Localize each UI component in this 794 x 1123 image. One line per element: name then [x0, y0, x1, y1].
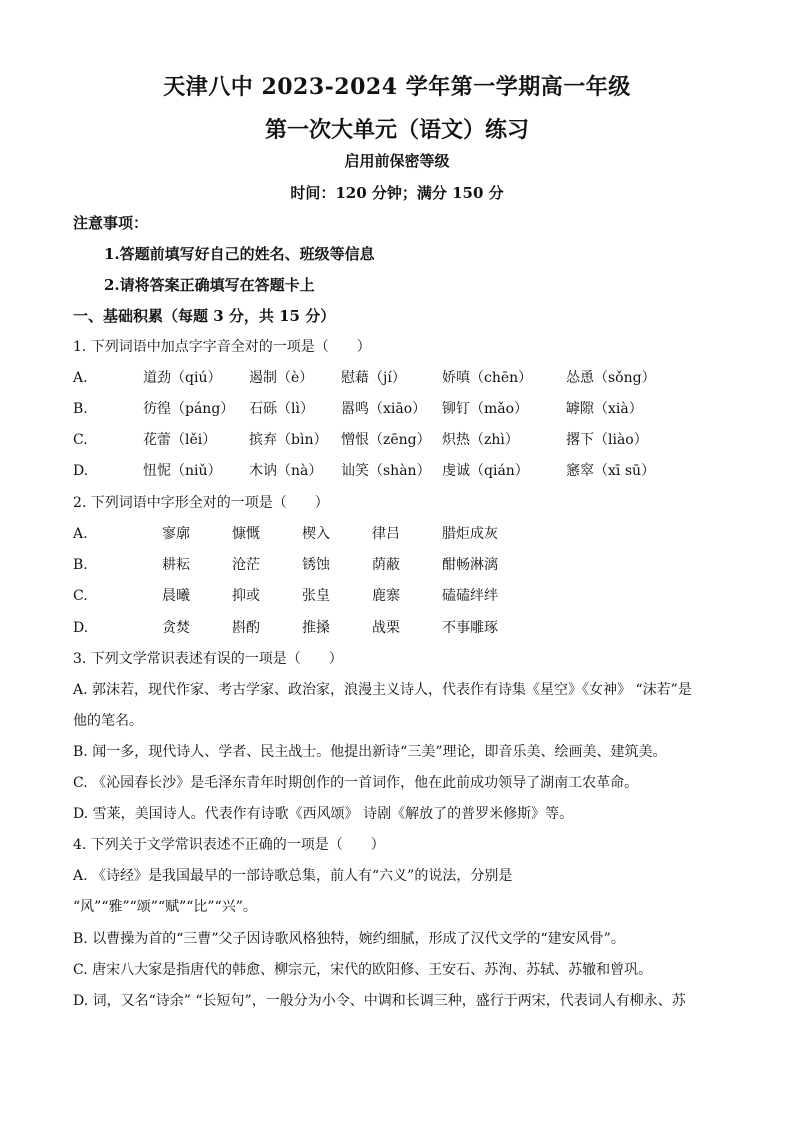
option-letter: D. [73, 620, 89, 636]
option-word: 耕耘 [162, 557, 190, 573]
time-info: 时间：120 分钟；满分 150 分 [290, 184, 504, 202]
option-word: 撂下（liào） [566, 432, 648, 448]
option-word: 抑或 [232, 588, 260, 604]
option-text: C. 《沁园春长沙》是毛泽东青年时期创作的一首词作，他在此前成功领导了湖南工农革命。 [73, 775, 639, 791]
option-row [73, 399, 723, 419]
option-row [73, 430, 723, 450]
option-text: A. 郭沫若，现代作家、考古学家、政治家，浪漫主义诗人，代表作有诗集《星空》《女神》 “沫若”是 [73, 682, 692, 698]
question-stem: 2. 下列词语中字形全对的一项是（ ） [73, 495, 329, 511]
notice-item: 1.答题前填写好自己的姓名、班级等信息 [104, 245, 375, 263]
option-word: 慷慨 [232, 526, 260, 542]
question-stem: 4. 下列关于文学常识表述不正确的一项是（ ） [73, 837, 385, 853]
option-word: 张皇 [302, 588, 330, 604]
option-word: 不事雕琢 [442, 620, 498, 636]
option-row [73, 555, 723, 575]
option-letter: B. [73, 401, 88, 417]
security-level: 启用前保密等级 [344, 152, 450, 170]
option-row [73, 368, 723, 388]
option-word: 嚣鸣（xiāo） [341, 401, 427, 417]
option-word: 贪焚 [162, 620, 190, 636]
notice-heading: 注意事项： [73, 214, 149, 232]
option-word: 荫蔽 [372, 557, 400, 573]
option-word: 晨曦 [162, 588, 190, 604]
option-word: 罅隙（xià） [566, 401, 643, 417]
option-word: 遏制（è） [249, 370, 314, 386]
option-letter: D. [73, 463, 89, 479]
option-word: 憎恨（zēng） [341, 432, 431, 448]
option-text: C. 唐宋八大家是指唐代的韩愈、柳宗元，宋代的欧阳修、王安石、苏洵、苏轼、苏辙和曾巩。 [73, 962, 653, 978]
option-letter: C. [73, 432, 88, 448]
option-word: 律吕 [372, 526, 400, 542]
option-letter: C. [73, 588, 88, 604]
option-text: 他的笔名。 [73, 713, 143, 729]
option-word: 腊炬成灰 [442, 526, 498, 542]
exam-title: 天津八中 2023-2024 学年第一学期高一年级 [163, 74, 631, 100]
exam-subtitle: 第一次大单元（语文）练习 [264, 117, 529, 143]
section-heading: 一、基础积累（每题 3 分，共 15 分） [73, 307, 336, 325]
option-word: 沧茫 [232, 557, 260, 573]
option-row [73, 618, 723, 638]
option-word: 摈弃（bìn） [249, 432, 328, 448]
option-word: 虔诚（qián） [442, 463, 529, 479]
option-word: 窸窣（xī sū） [566, 463, 656, 479]
option-row [73, 461, 723, 481]
option-word: 彷徨（páng） [143, 401, 235, 417]
option-word: 斟酌 [232, 620, 260, 636]
option-word: 炽热（zhì） [442, 432, 519, 448]
option-word: 忸怩（niǔ） [143, 463, 222, 479]
option-word: 寥廓 [162, 526, 190, 542]
option-letter: B. [73, 557, 88, 573]
option-text: B. 闻一多，现代诗人、学者、民主战士。他提出新诗“三美”理论，即音乐美、绘画美、建筑美。 [73, 744, 667, 760]
option-word: 讪笑（shàn） [341, 463, 431, 479]
option-letter: A. [73, 526, 88, 542]
option-row [73, 524, 723, 544]
option-text: D. 雪莱，美国诗人。代表作有诗歌《西风颂》 诗剧《解放了的普罗米修斯》等。 [73, 806, 574, 822]
option-word: 楔入 [302, 526, 330, 542]
option-word: 慰藉（jí） [341, 370, 406, 386]
option-word: 娇嗔（chēn） [442, 370, 533, 386]
option-word: 锈蚀 [302, 557, 330, 573]
option-word: 怂恿（sǒng） [566, 370, 656, 386]
option-word: 酣畅淋漓 [442, 557, 498, 573]
option-word: 石砾（lì） [249, 401, 314, 417]
option-word: 磕磕绊绊 [442, 588, 498, 604]
option-row [73, 586, 723, 606]
option-word: 花蕾（lěi） [143, 432, 217, 448]
question-stem: 3. 下列文学常识表述有误的一项是（ ） [73, 651, 343, 667]
option-text: B. 以曹操为首的“三曹”父子因诗歌风格独特，婉约细腻，形成了汉代文学的“建安风骨”。 [73, 931, 625, 947]
option-word: 推搡 [302, 620, 330, 636]
option-word: 铆钉（mǎo） [442, 401, 529, 417]
option-word: 战栗 [372, 620, 400, 636]
option-word: 道劲（qiú） [143, 370, 222, 386]
option-letter: A. [73, 370, 88, 386]
option-text: A. 《诗经》是我国最早的一部诗歌总集，前人有“六义”的说法，分别是 [73, 868, 513, 884]
option-text: D. 词，又名“诗余” “长短句”，一般分为小令、中调和长调三种，盛行于两宋，代表词人有柳永、苏 [73, 993, 686, 1009]
notice-item: 2.请将答案正确填写在答题卡上 [104, 276, 315, 294]
option-word: 木讷（nà） [249, 463, 323, 479]
question-stem: 1. 下列词语中加点字字音全对的一项是（ ） [73, 339, 371, 355]
option-text: “风”“雅”“颂”“赋”“比”“兴”。 [73, 899, 257, 915]
option-word: 鹿寨 [372, 588, 400, 604]
